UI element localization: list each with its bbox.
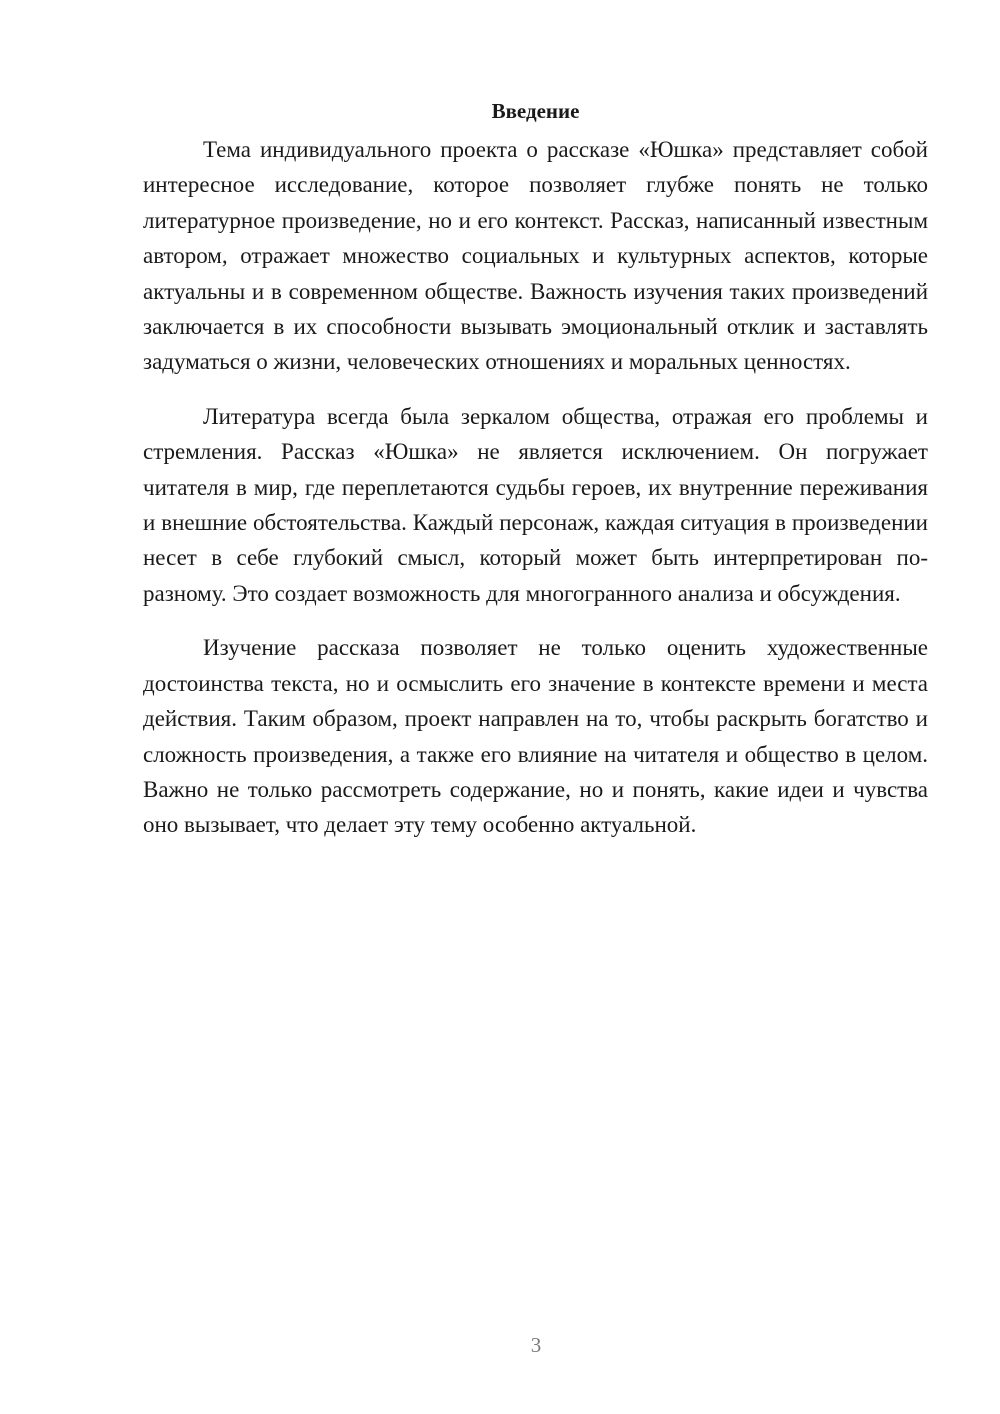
- paragraph-1: Тема индивидуального проекта о рассказе «Юшка» представляет собой интересное исследование, которое позволяет глубже понять не только литературное произведение, но и его контекст. Рассказ, написанный известным автором, отражает множество социальных и культурных аспектов, которые актуальны и в современном обществе. Важность изучения таких произведений заключается в их способности вызывать эмоциональный отклик и заставлять задуматься о жизни, человеческих отношениях и моральных ценностях.: [143, 137, 928, 375]
- page-content: [143, 96, 928, 862]
- paragraph-3: Изучение рассказа позволяет не только оценить художественные достоинства текста, но и осмыслить его значение в контексте времени и места действия. Таким образом, проект направлен на то, чтобы раскрыть богатство и сложность произведения, а также его влияние на читателя и общество в целом. Важно не только рассмотреть содержание, но и понять, какие идеи и чувства оно вызывает, что делает эту тему особенно актуальной.: [143, 635, 928, 838]
- section-heading: Введение: [491, 99, 580, 123]
- paragraph-2: Литература всегда была зеркалом общества, отражая его проблемы и стремления. Рассказ «Юшка» не является исключением. Он погружает читателя в мир, где переплетаются судьбы героев, их внутренние переживания и внешние обстоятельства. Каждый персонаж, каждая ситуация в произведении несет в себе глубокий смысл, который может быть интерпретирован по-разному. Это создает возможность для многогранного анализа и обсуждения.: [143, 403, 928, 606]
- page-number: 3: [530, 1333, 542, 1357]
